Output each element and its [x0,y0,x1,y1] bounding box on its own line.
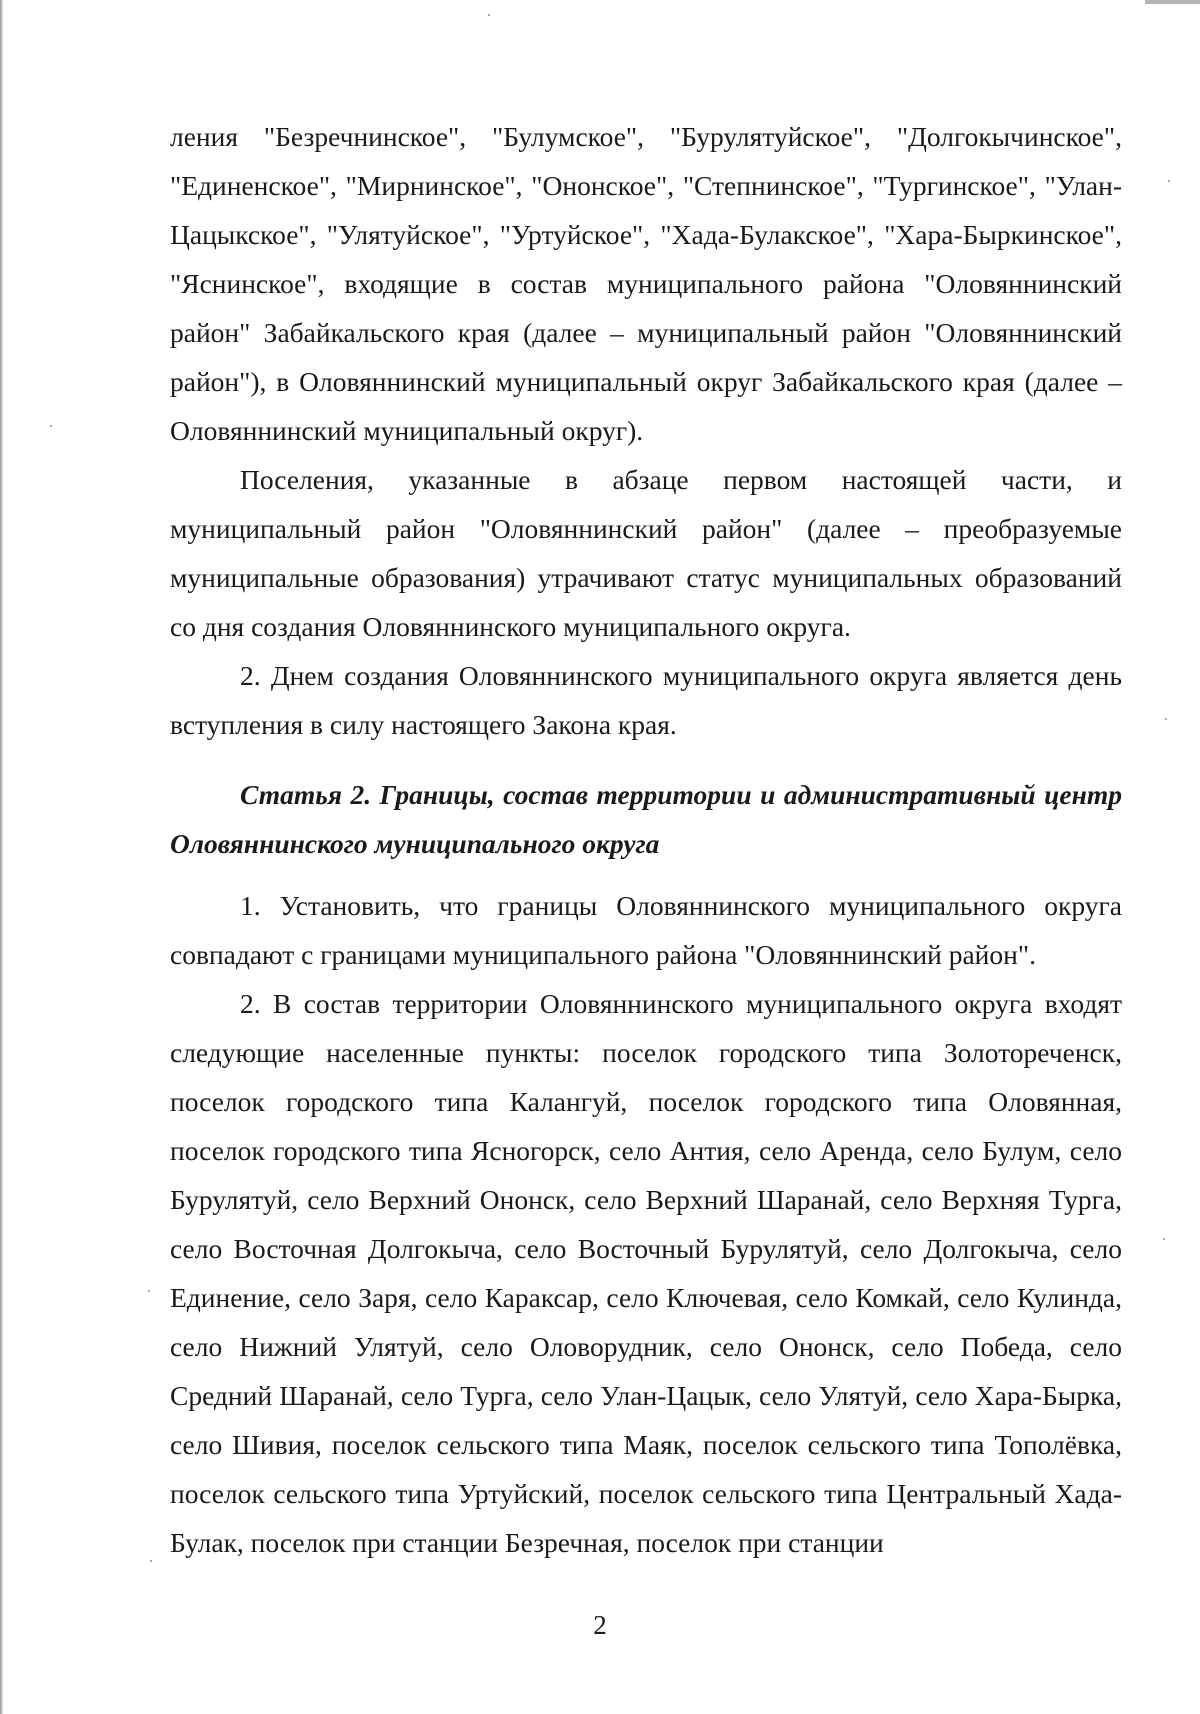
scan-speck [1163,1238,1165,1240]
scan-speck [50,425,52,427]
scan-left-edge [0,0,3,1714]
paragraph-continuation: ления "Безречнинское", "Булумское", "Бурулятуйское", "Долгокычинское", "Единенское", "Мирнинское", "Ононское", "Степнинское", "Тургинское", "Улан-Цацыкское", "Улятуйское", "Уртуйское", "Хада-Булакское", "Хара-Быркинское", "Яснинское", входящие в состав муниципального района "Оловяннинский район" Забайкальского края (далее – муниципальный район "Оловяннинский район"), в Оловяннинский муниципальный округ Забайкальского края (далее – Оловяннинский муниципальный округ). [170,121,1122,446]
document-body [170,112,1122,1567]
page-number: 2 [593,1610,607,1640]
scan-corner-mark [1145,0,1200,4]
scan-speck [148,1290,150,1292]
article-2-heading: Статья 2. Границы, состав территории и административный центр Оловяннинского муниципального округа [170,779,1122,859]
paragraph-territory-composition: 2. В состав территории Оловяннинского муниципального округа входят следующие населенные пункты: поселок городского типа Золотореченск, поселок городского типа Калангуй, поселок городского типа Оловянная, поселок городского типа Ясногорск, село Антия, село Аренда, село Булум, село Бурулятуй, село Верхний Ононск, село Верхний Шаранай, село Верхняя Турга, село Восточная Долгокыча, село Восточный Бурулятуй, село Долгокыча, село Единение, село Заря, село Караксар, село Ключевая, село Комкай, село Кулинда, село Нижний Улятуй, село Оловорудник, село Ононск, село Победа, село Средний Шаранай, село Турга, село Улан-Цацык, село Улятуй, село Хара-Бырка, село Шивия, поселок сельского типа Маяк, поселок сельского типа Тополёвка, поселок сельского типа Уртуйский, поселок сельского типа Центральный Хада-Булак, поселок при станции Безречная, поселок при станции [170,988,1122,1558]
scan-speck [1165,718,1167,720]
scan-speck [1168,180,1170,182]
paragraph-settlements-status: Поселения, указанные в абзаце первом настоящей части, и муниципальный район "Оловяннинский район" (далее – преобразуемые муниципальные образования) утрачивают статус муниципальных образований со дня создания Оловяннинского муниципального округа. [170,464,1122,642]
scan-speck [150,1560,152,1562]
paragraph-borders: 1. Установить, что границы Оловяннинского муниципального округа совпадают с границами муниципального района "Оловяннинский район". [170,890,1122,970]
paragraph-creation-day: 2. Днем создания Оловяннинского муниципального округа является день вступления в силу настоящего Закона края. [170,660,1122,740]
scan-speck [488,14,490,16]
